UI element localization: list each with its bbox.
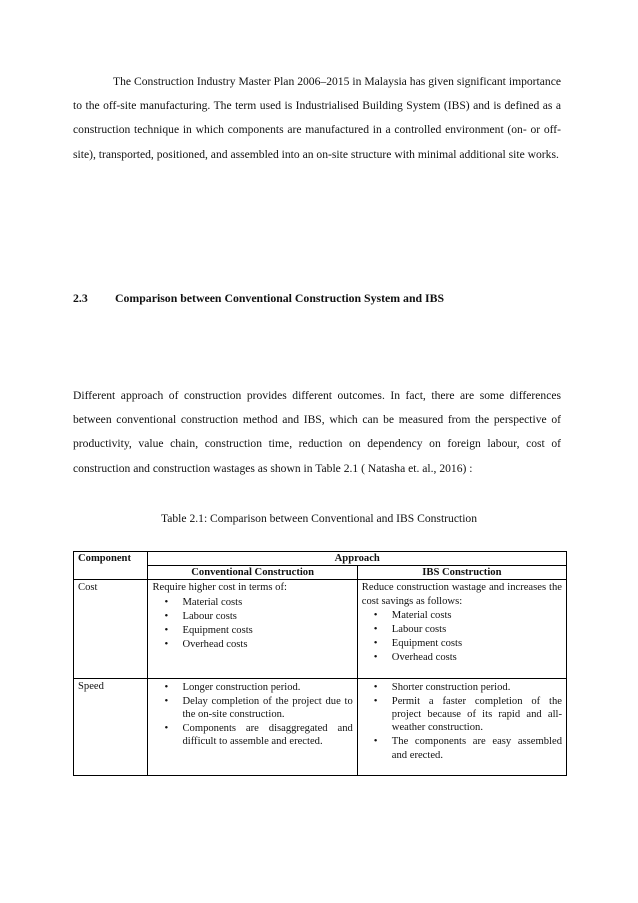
list-item: • Shorter construction period. xyxy=(392,681,562,694)
table-row-speed xyxy=(74,678,567,775)
cost-conventional-list xyxy=(152,596,352,652)
cost-ibs-cell xyxy=(357,580,566,678)
header-conventional: Conventional Construction xyxy=(148,566,357,580)
section-number: 2.3 xyxy=(73,291,88,305)
speed-ibs-cell xyxy=(357,678,566,775)
header-approach: Approach xyxy=(148,552,567,566)
table-row-cost xyxy=(74,580,567,678)
cost-ibs-intro: Reduce construction wastage and increases the cost savings as follows: xyxy=(361,582,562,607)
list-item: • Components are disaggregated and difficult to assemble and erected. xyxy=(182,722,352,748)
section-heading xyxy=(73,291,444,306)
list-item: • Labour costs xyxy=(392,623,562,636)
row-label-cost: Cost xyxy=(74,580,148,678)
intro-paragraph: The Construction Industry Master Plan 2006–2015 in Malaysia has given significant importance to the off-site manufacturing. The term used is Industrialised Building System (IBS) and is defined as a construction technique in which components are manufactured in a controlled environment (on- or off-site), transported, positioned, and assembled into an on-site structure with minimal additional site works. xyxy=(73,75,561,161)
comparison-table xyxy=(73,551,567,776)
speed-conventional-list xyxy=(152,681,352,749)
row-label-speed: Speed xyxy=(74,678,148,775)
table-header-row xyxy=(74,552,567,566)
table-subheader-row xyxy=(74,566,567,580)
section-title: Comparison between Conventional Construction System and IBS xyxy=(115,291,445,305)
list-item: • Overhead costs xyxy=(392,651,562,664)
list-item: • Material costs xyxy=(182,596,352,609)
table-caption: Table 2.1: Comparison between Conventional and IBS Construction xyxy=(160,512,478,525)
list-item: • Longer construction period. xyxy=(182,681,352,694)
cost-ibs-list xyxy=(362,609,562,665)
list-item: • Equipment costs xyxy=(182,624,352,637)
list-item: • Delay completion of the project due to the on-site construction. xyxy=(182,695,352,721)
speed-conventional-cell xyxy=(148,678,357,775)
list-item: • Material costs xyxy=(392,609,562,622)
list-item: • Overhead costs xyxy=(182,638,352,651)
cost-conventional-cell xyxy=(148,580,357,678)
header-component: Component xyxy=(74,552,148,580)
list-item: • Equipment costs xyxy=(392,637,562,650)
list-item: • The components are easy assembled and erected. xyxy=(392,735,562,761)
list-item: • Permit a faster completion of the project because of its rapid and all-weather construction. xyxy=(392,695,562,735)
list-item: • Labour costs xyxy=(182,610,352,623)
header-ibs: IBS Construction xyxy=(357,566,566,580)
speed-ibs-list xyxy=(362,681,562,762)
cost-conventional-intro: Require higher cost in terms of: xyxy=(152,582,287,594)
comparison-paragraph: Different approach of construction provides different outcomes. In fact, there are some differences between conventional construction method and IBS, which can be measured from the perspective of productivity, value chain, construction time, reduction on dependency on foreign labour, cost of construction and construction wastages as shown in Table 2.1 ( Natasha et. al., 2016) : xyxy=(73,389,561,475)
